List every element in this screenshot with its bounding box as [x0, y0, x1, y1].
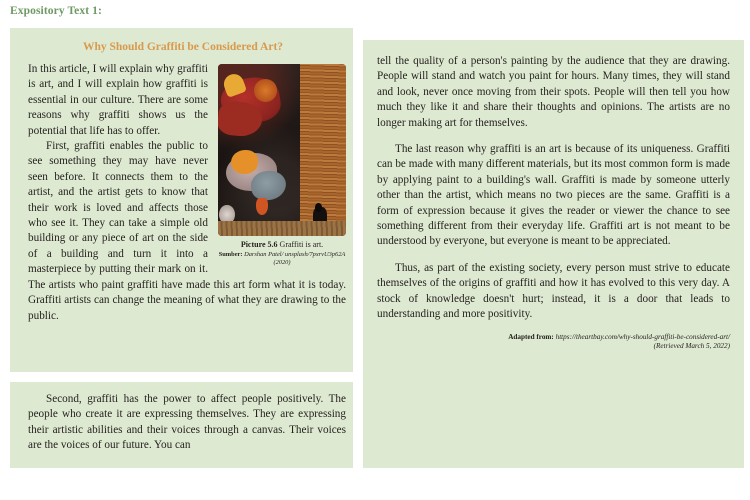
- left-column-panel-bottom: [10, 382, 353, 468]
- seated-person-head: [315, 203, 321, 212]
- paragraph-second-reason: Second, graffiti has the power to affect people positively. The people who create it are expressing themselves. They are expressing their artistic abilities and their voices through a canvas. Their voices are the voices of our future. You can: [28, 393, 346, 452]
- paragraph-first-reason: First, graffiti enables the public to see something they may have never seen before. It connects them to the artist, and the artist gets to know that their work is loved and affects those who see it. They can take a simple old building or any piece of art on the side of a building and turn it into a masterpiece by putting their mark on it. The artists who paint graffiti have made this art form what it is today. Graffiti artists can change the meaning of what they are drawing to the public.: [28, 140, 346, 322]
- attribution-url: https://theartbay.com/why-should-graffiti-be-considered-art/: [555, 332, 730, 341]
- article-title: Why Should Graffiti be Considered Art?: [82, 41, 284, 53]
- mural-shape-orange-blob: [231, 150, 258, 174]
- left-column-body: [28, 62, 346, 392]
- attribution-block: [377, 333, 730, 352]
- expository-text-label: Expository Text 1:: [10, 5, 102, 17]
- figure-source-value: Darshan Patel/ unsplash/7pxrvU3p62A (2020): [244, 251, 346, 266]
- figure-source-label: Sumber:: [218, 251, 243, 258]
- mural-shape-orange-round: [254, 79, 277, 101]
- figure-caption-label: Picture 5.6: [240, 240, 278, 249]
- figure-caption-text: Graffiti is art.: [279, 240, 324, 249]
- paragraph-conclusion: Thus, as part of the existing society, every person must strive to educate themselves of the origins of graffiti and how it has evolved to this very day. A stock of knowledge doesn't hurt; instead, it is a door that leads to understanding and more positivity.: [377, 261, 730, 321]
- graffiti-photo: [218, 64, 346, 236]
- left-column-panel-top: [10, 28, 353, 372]
- paragraph-continuation: tell the quality of a person's painting by the audience that they are drawing. People will stand and watch you paint for hours. Many times, they will stand and look, never once moving from their spots. People will then tell you how much they like it and share their thoughts and opinions. The artists are no longer making art for themselves.: [377, 55, 730, 129]
- attribution-retrieved: (Retrieved March 5, 2022): [653, 342, 730, 350]
- ground-strip: [218, 221, 346, 236]
- figure-source: [218, 251, 346, 267]
- attribution-label: Adapted from:: [508, 332, 554, 341]
- right-column-body: [377, 54, 730, 352]
- left-column-body-continued: [28, 392, 346, 454]
- figure-block: [218, 64, 346, 267]
- paragraph-last-reason: The last reason why graffiti is an art is because of its uniqueness. Graffiti can be made with many different materials, but its most common form is made by applying paint to a building's wall. Graffiti is made by someone utterly other than the artist, which means no two pieces are the same. Graffiti is a form of expression because it gives the reader or viewer the chance to see something different from their everyday life. Graffiti art is not meant to be understood by everyone, but everyone is meant to be appreciated.: [377, 143, 730, 248]
- paragraph-intro: In this article, I will explain why graffiti is art, and I will explain how graffiti is essential in our culture. There are some reasons why graffiti shows us the potential that life has to offer.: [28, 63, 208, 137]
- right-column-panel: [363, 40, 744, 468]
- figure-caption: [218, 240, 346, 250]
